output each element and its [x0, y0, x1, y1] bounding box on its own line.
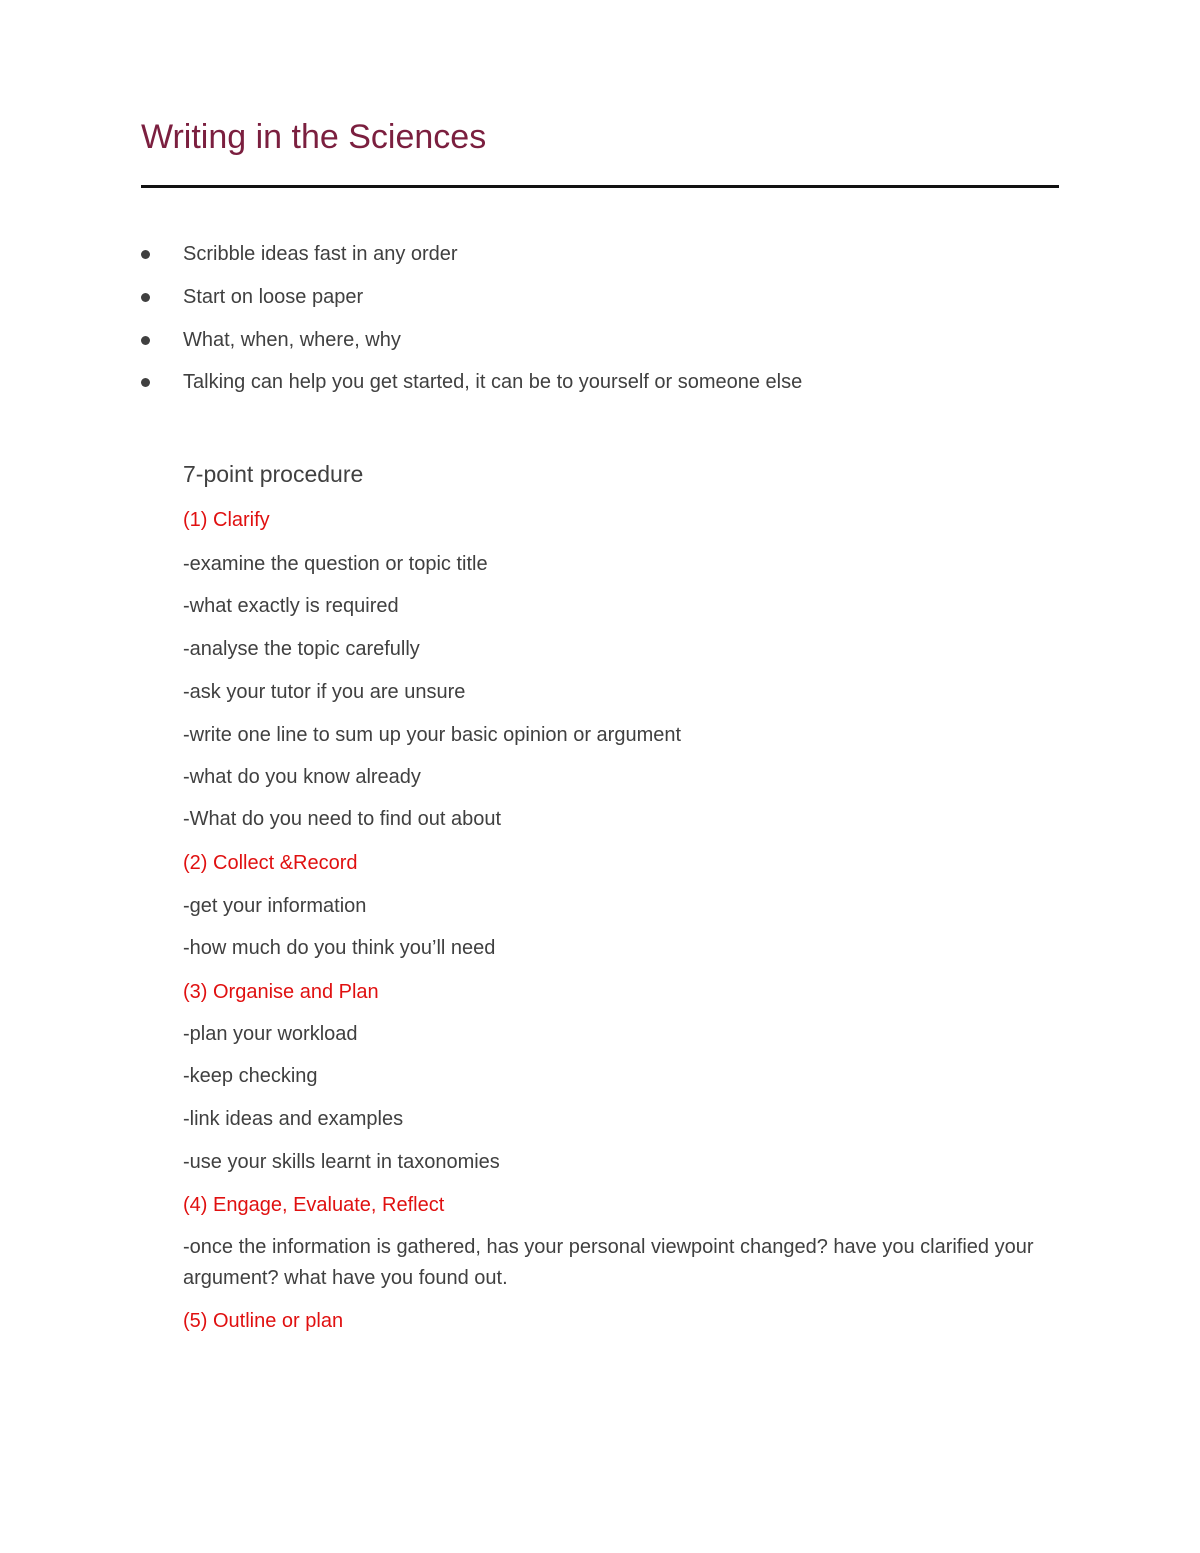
- section-subheading: 7-point procedure: [183, 461, 364, 487]
- step-line: -once the information is gathered, has your personal viewpoint changed? have you clarified your argument? what have you found out.: [183, 1236, 1034, 1289]
- bullet-dot-icon: [141, 293, 150, 302]
- step-line: -examine the question or topic title: [183, 553, 488, 575]
- bullet-text: Talking can help you get started, it can be to yourself or someone else: [183, 371, 803, 393]
- step-heading: (1) Clarify: [183, 509, 270, 531]
- bullet-text: Start on loose paper: [183, 286, 364, 308]
- title-divider: [141, 185, 1059, 188]
- step-line: -use your skills learnt in taxonomies: [183, 1151, 500, 1173]
- step-line: -link ideas and examples: [183, 1108, 404, 1130]
- step-line: -plan your workload: [183, 1023, 358, 1045]
- step-line: -what exactly is required: [183, 595, 399, 617]
- step-line: -analyse the topic carefully: [183, 638, 420, 660]
- step-line: -what do you know already: [183, 766, 421, 788]
- step-line: -how much do you think you’ll need: [183, 937, 496, 959]
- step-heading: (4) Engage, Evaluate, Reflect: [183, 1194, 445, 1216]
- bullet-dot-icon: [141, 336, 150, 345]
- bullet-text: Scribble ideas fast in any order: [183, 243, 458, 265]
- step-line: -get your information: [183, 895, 367, 917]
- step-line: -ask your tutor if you are unsure: [183, 681, 466, 703]
- bullet-dot-icon: [141, 378, 150, 387]
- bullet-text: What, when, where, why: [183, 329, 401, 351]
- step-line: -write one line to sum up your basic opinion or argument: [183, 724, 682, 746]
- step-heading: (5) Outline or plan: [183, 1310, 344, 1332]
- document-title: Writing in the Sciences: [141, 118, 487, 156]
- step-line: -What do you need to find out about: [183, 808, 501, 830]
- step-heading: (3) Organise and Plan: [183, 981, 379, 1003]
- step-line: -keep checking: [183, 1065, 318, 1087]
- step-heading: (2) Collect &Record: [183, 852, 358, 874]
- bullet-dot-icon: [141, 250, 150, 259]
